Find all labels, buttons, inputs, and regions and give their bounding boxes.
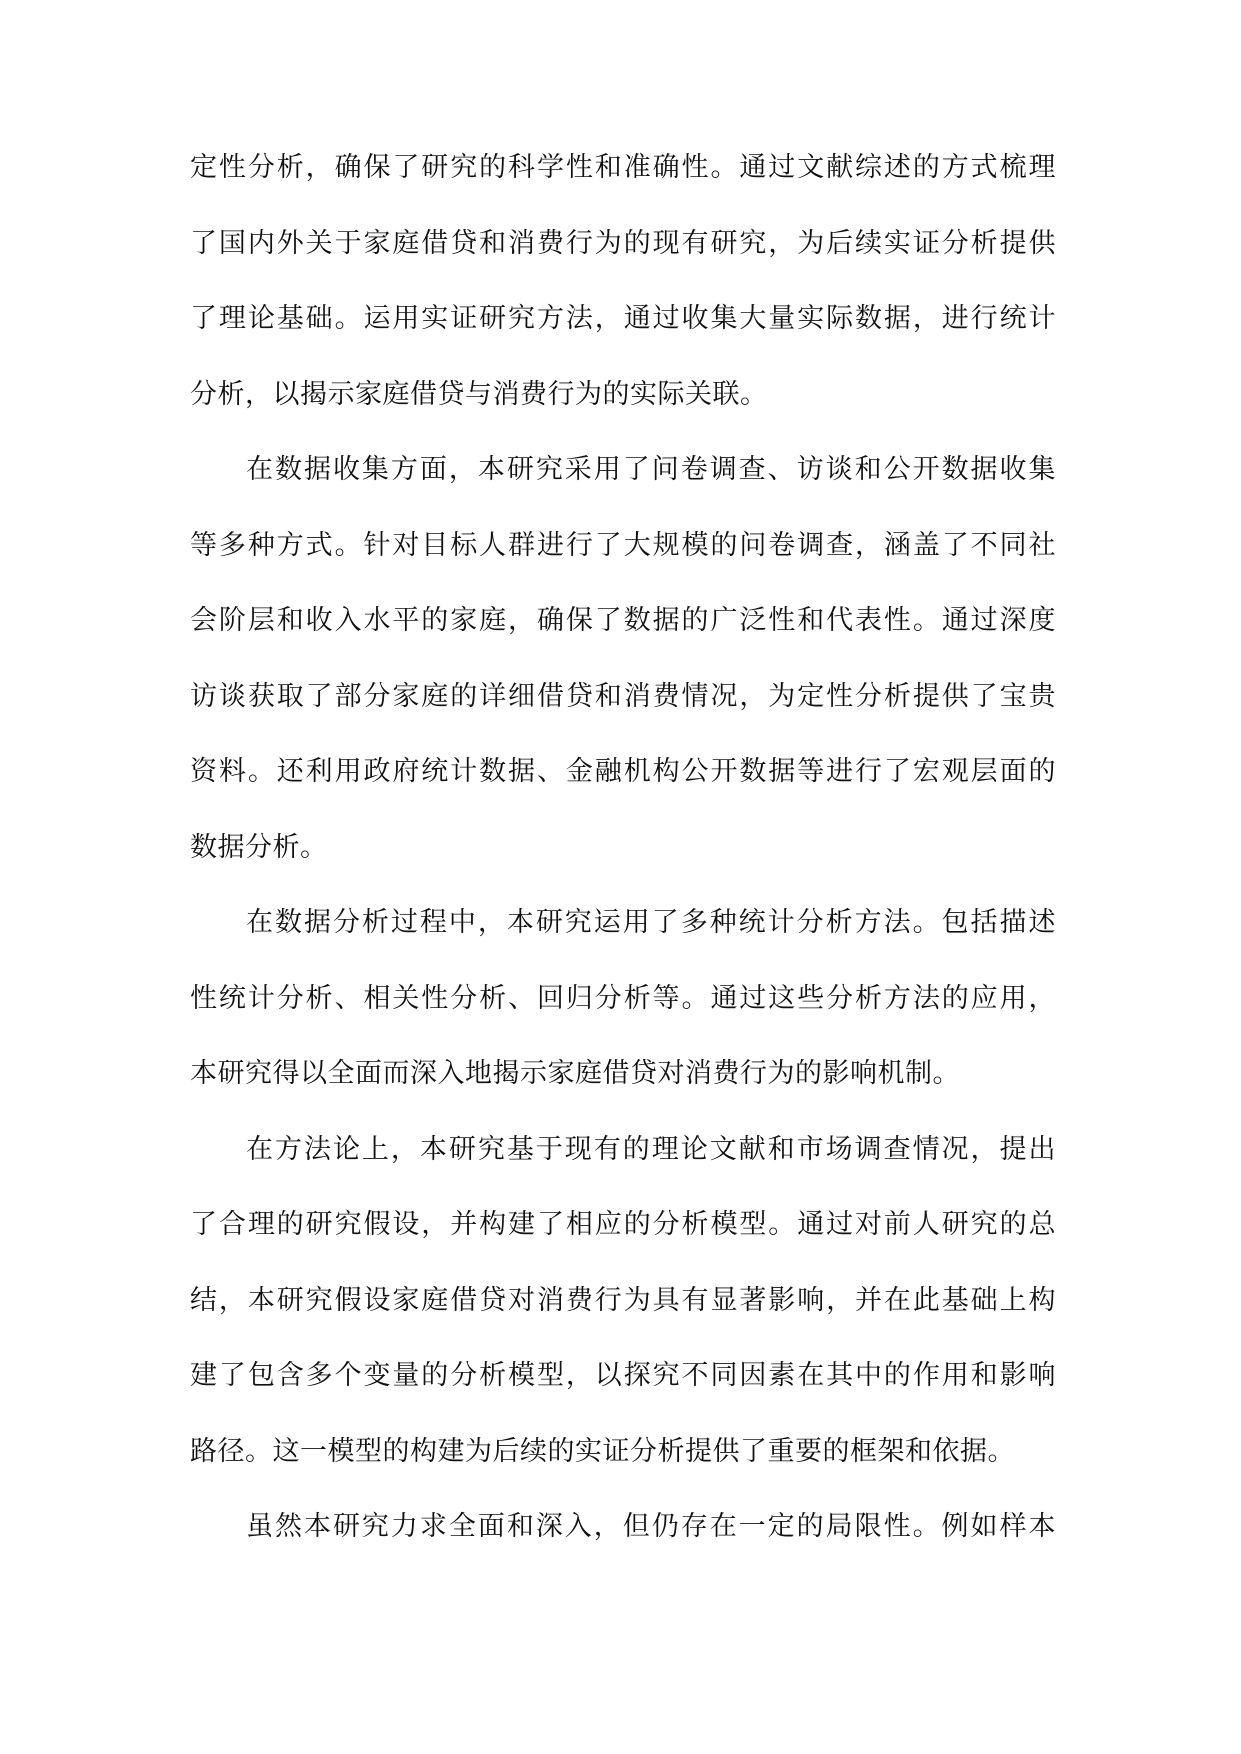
text-line: 访谈获取了部分家庭的详细借贷和消费情况，为定性分析提供了宝贵	[190, 680, 1056, 712]
text-line: 数据分析。	[190, 831, 328, 863]
body-text	[190, 138, 1056, 1573]
text-line: 性统计分析、相关性分析、回归分析等。通过这些分析方法的应用，	[190, 982, 1056, 1014]
text-line: 建了包含多个变量的分析模型，以探究不同因素在其中的作用和影响	[190, 1360, 1056, 1391]
text-line: 了理论基础。运用实证研究方法，通过收集大量实际数据，进行统计	[190, 303, 1056, 334]
text-line: 了合理的研究假设，并构建了相应的分析模型。通过对前人研究的总	[190, 1209, 1056, 1240]
text-line: 结，本研究假设家庭借贷对消费行为具有显著影响，并在此基础上构	[190, 1284, 1056, 1316]
text-line: 分析，以揭示家庭借贷与消费行为的实际关联。	[190, 378, 768, 410]
paragraph-first-line: 在数据收集方面，本研究采用了问卷调查、访谈和公开数据收集	[246, 454, 1056, 485]
text-line: 会阶层和收入水平的家庭，确保了数据的广泛性和代表性。通过深度	[190, 605, 1056, 636]
text-line: 定性分析，确保了研究的科学性和准确性。通过文献综述的方式梳理	[190, 152, 1056, 183]
text-line: 了国内外关于家庭借贷和消费行为的现有研究，为后续实证分析提供	[190, 227, 1056, 259]
text-line: 路径。这一模型的构建为后续的实证分析提供了重要的框架和依据。	[190, 1435, 1015, 1467]
paragraph-first-line: 在数据分析过程中，本研究运用了多种统计分析方法。包括描述	[246, 907, 1056, 938]
text-line: 等多种方式。针对目标人群进行了大规模的问卷调查，涵盖了不同社	[190, 529, 1056, 561]
paragraph-first-line: 虽然本研究力求全面和深入，但仍存在一定的局限性。例如样本	[246, 1511, 1056, 1542]
text-line: 本研究得以全面而深入地揭示家庭借贷对消费行为的影响机制。	[190, 1058, 960, 1089]
text-line: 资料。还利用政府统计数据、金融机构公开数据等进行了宏观层面的	[190, 756, 1056, 787]
paragraph-first-line: 在方法论上，本研究基于现有的理论文献和市场调查情况，提出	[246, 1133, 1056, 1165]
